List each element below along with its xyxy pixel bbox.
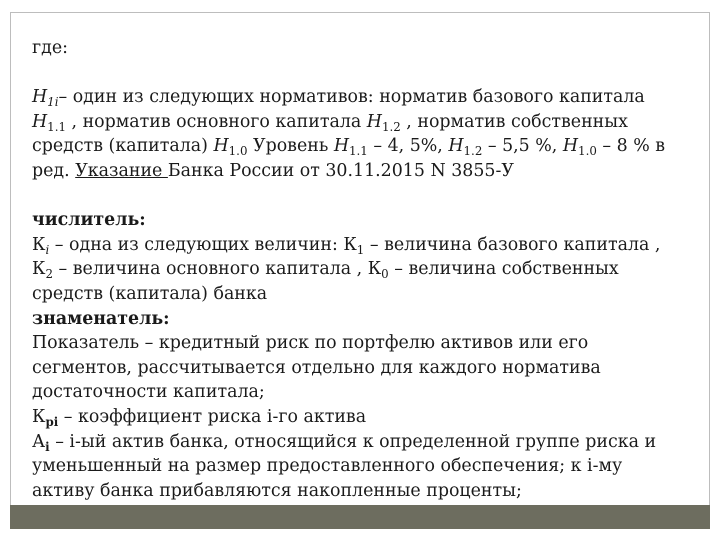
denominator-line-3: достаточности капитала; (32, 382, 265, 403)
regulation-line: ред. Указание Банка России от 30.11.2015 N 3855-У (32, 160, 514, 181)
denominator-line-2: сегментов, рассчитывается отдельно для каждого норматива (32, 357, 601, 378)
numerator-heading: числитель: (32, 210, 146, 231)
kpi-definition: $К_{pi}$ – коэффициент риска i-го актива (32, 406, 367, 430)
ai-definition: $А_i - i-ый$ актив банка, относящийся к определенной группе риска и (32, 431, 657, 454)
slide-body (32, 36, 697, 503)
where-label: где: (32, 38, 68, 58)
footer-bar (10, 505, 710, 529)
denominator-line-6: уменьшенный на размер предоставленного обеспечения; к i-му (32, 456, 623, 477)
h11-h12-line: $H_{1.1}$ , норматив основного капитала $H_{1.2}$ , норматив собственных (32, 111, 628, 134)
h1i-definition: $H_{1i}-$ один из следующих нормативов: норматив базового капитала (32, 87, 645, 110)
levels-line: средств (капитала) $H_{1.0}$ Уровень $H_{1.1} - 4$, 5%, $H_{1.2} - 5,5$ %, $H_{1.0} - 8$ % в (32, 136, 666, 159)
numerator-k2: $К_2$ – величина основного капитала , $К_0$ – величина собственных (32, 259, 619, 282)
denominator-heading: знаменатель: (32, 308, 170, 329)
denominator-line-7: активу банка прибавляются накопленные проценты; (32, 480, 522, 501)
denominator-line-1: Показатель – кредитный риск по портфелю активов или его (32, 333, 589, 354)
numerator-k3: средств (капитала) банка (32, 283, 268, 304)
regulation-link[interactable]: Указание (75, 160, 168, 181)
numerator-k1: $К_i$ – одна из следующих величин: $К_1$ – величина базового капитала , (32, 234, 661, 257)
